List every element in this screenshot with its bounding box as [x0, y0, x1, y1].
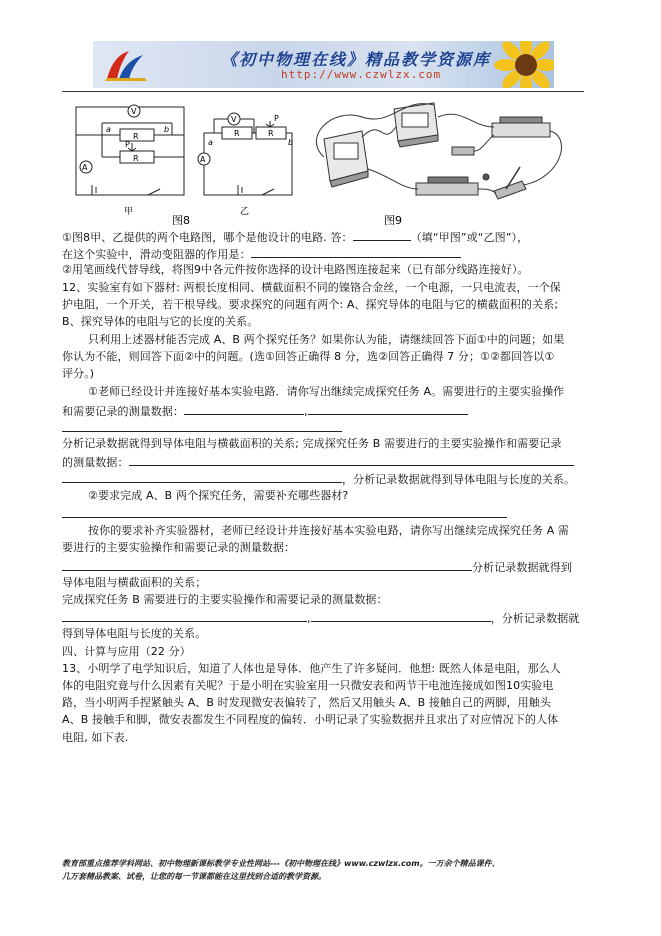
q11-prompt-text: ①图8甲、乙提供的两个电路图，哪个是他设计的电路. 答： — [62, 231, 353, 244]
fig8-yi-slider-label: P — [274, 114, 279, 123]
answer-blank-b1[interactable] — [129, 454, 574, 466]
header-rule — [62, 91, 584, 92]
fig8-yi-resistor-label: R — [234, 129, 240, 138]
q12-line-20: , ，分析记录数据就 — [62, 610, 579, 626]
answer-blank-d2[interactable] — [311, 610, 491, 622]
fig9-caption: 图9 — [384, 214, 402, 225]
q12-line-2: 护电阻，一个开关，若干根导线。要求探究的问题有两个: A、探究导体的电阻与它的横截面积的关系; — [62, 298, 559, 311]
answer-blank-b2[interactable] — [62, 471, 342, 483]
q12-b-prompt: 的测量数据： — [62, 456, 129, 469]
q12-line-3: B、探究导体的电阻与它的长度的关系。 — [62, 315, 259, 328]
q12-line-1: 12、实验室有如下器材: 两根长度相同、横截面积不同的镍铬合金丝，一个电源，一只电流表，一个保 — [62, 281, 561, 294]
footer-line-1: 教育部重点推荐学科网站、初中物理新课标教学专业性网站---《初中物理在线》www.czwlzx.com。一万余个精品课件、 — [62, 859, 500, 868]
fig8-yi-rheostat-label: R — [268, 129, 274, 138]
q13-line-5: 电阻, 如下表. — [62, 731, 129, 744]
q12-line-15: 按你的要求补齐实验器材，老师已经设计并连接好基本实验电路，请你写出继续完成探究任务 A 需 — [88, 524, 570, 537]
circuit-diagram-yi — [204, 119, 292, 195]
site-logo-icon — [103, 47, 149, 83]
q12-data-prompt: 和需要记录的测量数据： — [62, 405, 185, 418]
circuit-diagram-jia — [76, 107, 184, 195]
q12-line-7: ①老师已经设计并连接好基本实验电路．请你写出继续完成探究任务 A。需要进行的主要实验操作 — [88, 385, 565, 398]
fig8-jia-a-label: a — [106, 125, 111, 134]
fig8-jia-ammeter-label: A — [82, 163, 88, 172]
fig8-yi-voltmeter-label: V — [231, 115, 237, 124]
fig8-yi-b-label: b — [288, 138, 294, 147]
answer-blank-a2[interactable] — [308, 403, 468, 415]
q12-line-14 — [62, 506, 507, 522]
fig8-jia-slider-label: P — [125, 140, 130, 149]
q11-line-1 — [62, 229, 528, 245]
q13-line-1: 13、小明学了电学知识后，知道了人体也是导体．他产生了许多疑问．他想: 既然人体是电阻，那么人 — [62, 662, 561, 675]
section-four-heading: 四、计算与应用（22 分） — [62, 645, 191, 658]
header-banner — [93, 41, 554, 88]
answer-blank-a3[interactable] — [62, 420, 342, 432]
q12-line-21: 得到导体电阻与长度的关系。 — [62, 627, 207, 640]
fig9-apparatus-drawing — [316, 103, 561, 199]
q12-b-conclusion: ，分析记录数据就得到导体电阻与长度的关系。 — [342, 473, 576, 486]
answer-blank-rheostat[interactable] — [251, 246, 461, 258]
q12-c-conclusion: 分析记录数据就得到 — [472, 561, 572, 574]
q11-line-3: ②用笔画线代替导线，将图9中各元件按你选择的设计电路图连接起来（已有部分线路连接好）。 — [62, 263, 529, 276]
q12-line-18: 导体电阻与横截面积的关系； — [62, 576, 207, 589]
answer-blank-d1[interactable] — [62, 610, 307, 622]
q12-line-5: 你认为不能，则回答下面②中的问题。(选①回答正确得 8 分，选②回答正确得 7 分；①②都回答以① — [62, 350, 555, 363]
q13-line-4: A、B 接触手和脚，微安表都发生不同程度的偏转．小明记录了实验数据并且求出了对应情况下的人体 — [62, 713, 559, 726]
q12-line-6: 评分。) — [62, 367, 95, 380]
q13-line-2: 体的电阻究竟与什么因素有关呢？于是小明在实验室用一只微安表和两节干电池连接成如图10实验电 — [62, 679, 554, 692]
answer-blank-c1[interactable] — [62, 559, 472, 571]
fig8-jia-b-label: b — [164, 125, 170, 134]
fig8-yi-ammeter-label: A — [200, 155, 206, 164]
answer-blank-a1[interactable] — [184, 403, 304, 415]
answer-blank-circuit[interactable] — [353, 229, 411, 241]
fig8-jia-voltmeter-label: V — [131, 107, 137, 116]
q12-line-11 — [62, 454, 574, 470]
fig8-caption: 图8 — [172, 214, 190, 225]
fig8-yi-label: 乙 — [240, 207, 250, 217]
q11-rheostat-text: 在这个实验中，滑动变阻器的作用是： — [62, 248, 251, 261]
sunflower-icon — [490, 41, 554, 88]
q12-line-17 — [62, 559, 572, 575]
fig8-jia-resistor-label: R — [133, 132, 139, 141]
q12-line-12 — [62, 471, 575, 487]
answer-blank-equipment[interactable] — [62, 506, 507, 518]
q11-hint-text: （填“甲图”或“乙图”）， — [410, 231, 529, 244]
q12-d-conclusion: ，分析记录数据就 — [490, 612, 580, 625]
site-url: http://www.czwlzx.com — [281, 68, 442, 81]
q11-line-2 — [62, 246, 461, 262]
q12-line-16: 要进行的主要实验操作和需要记录的测量数据： — [62, 541, 296, 554]
q12-line-19: 完成探究任务 B 需要进行的主要实验操作和需要记录的测量数据： — [62, 593, 388, 606]
q13-line-3: 路，当小明两手捏紧触头 A、B 时发现微安表偏转了，然后又用触头 A、B 接触自己的两脚，用触头 — [62, 696, 551, 709]
fig8-jia-rheostat-label: R — [133, 154, 139, 163]
q12-line-9 — [62, 420, 342, 436]
site-title: 《初中物理在线》精品教学资源库 — [221, 50, 492, 69]
fig8-jia-label: 甲 — [124, 207, 134, 217]
figures-area — [62, 97, 584, 225]
footer-line-2: 几万套精品教案、试卷，让您的每一节课都能在这里找到合适的教学资源。 — [62, 872, 326, 881]
q12-line-4: 只利用上述器材能否完成 A、B 两个探究任务？如果你认为能，请继续回答下面①中的问题；如果 — [88, 333, 565, 346]
q12-line-8: 和需要记录的测量数据： , — [62, 403, 468, 419]
q12-line-10: 分析记录数据就得到导体电阻与横截面积的关系; 完成探究任务 B 需要进行的主要实验操作和需要记录 — [62, 437, 562, 450]
fig8-yi-a-label: a — [208, 138, 213, 147]
q12-line-13: ②要求完成 A、B 两个探究任务，需要补充哪些器材? — [88, 489, 349, 502]
